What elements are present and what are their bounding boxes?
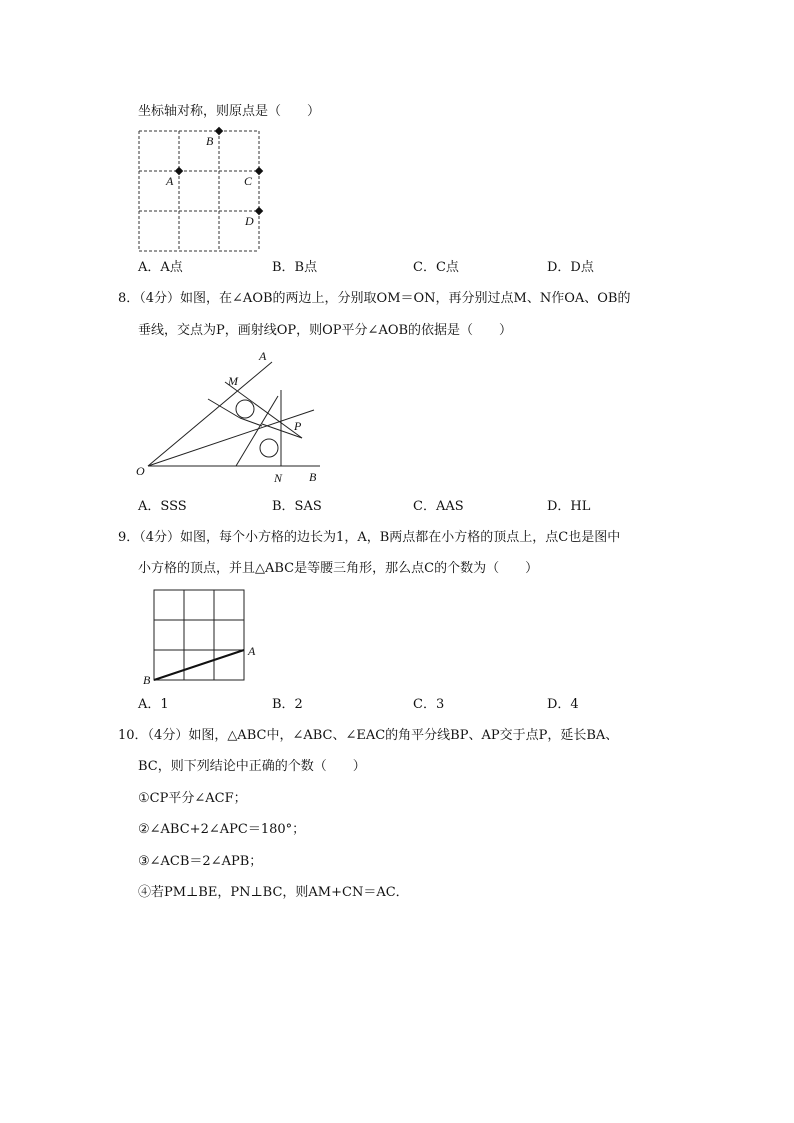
q10-item-2: ②∠ABC+2∠APC＝180°； <box>138 822 306 837</box>
q8-stem-line2: 垂线，交点为P，画射线OP，则OP平分∠AOB的依据是（ ） <box>138 323 513 338</box>
q8-option-d[interactable]: D．HL <box>547 499 591 514</box>
q8-option-b[interactable]: B．SAS <box>272 499 322 514</box>
q8-option-c[interactable]: C．AAS <box>413 499 464 514</box>
q7-option-d[interactable]: D．D点 <box>547 260 594 275</box>
q9-segment-ab <box>154 650 244 680</box>
q8-label-o: O <box>136 464 145 478</box>
q7-grid-figure <box>132 124 272 254</box>
q7-point-a <box>175 167 183 175</box>
q7-option-c[interactable]: C．C点 <box>413 260 459 275</box>
q8-label-b: B <box>309 470 317 484</box>
q9-stem-line2: 小方格的顶点，并且△ABC是等腰三角形，那么点C的个数为（ ） <box>138 561 539 576</box>
q7-option-b[interactable]: B．B点 <box>272 260 318 275</box>
q10-item-3: ③∠ACB＝2∠APB； <box>138 854 263 869</box>
q8-ray-op <box>148 410 314 466</box>
q8-circle-lower <box>260 439 278 457</box>
q8-option-a[interactable]: A．SSS <box>138 499 187 514</box>
q7-point-b <box>215 127 223 135</box>
q8-label-a: A <box>259 349 267 363</box>
q7-point-d <box>255 207 263 215</box>
q8-set-square-2-hyp <box>236 396 278 466</box>
q9-grid-border <box>154 590 244 680</box>
q10-stem-line2: BC，则下列结论中正确的个数（ ） <box>138 759 366 774</box>
q10-item-4: ④若PM⊥BE，PN⊥BC，则AM+CN＝AC． <box>138 885 409 900</box>
q10-item-1: ①CP平分∠ACF； <box>138 791 247 806</box>
q8-set-square-1-side <box>240 418 262 426</box>
q8-stem-line1: 8．（4分）如图，在∠AOB的两边上，分别取OM＝ON，再分别过点M、N作OA、OB的 <box>118 291 631 306</box>
q9-option-a[interactable]: A．1 <box>138 697 169 712</box>
q7-label-c: C <box>244 174 253 188</box>
q7-stem-tail: 坐标轴对称，则原点是（ ） <box>138 104 321 119</box>
q7-label-a: A <box>166 174 174 188</box>
q10-stem-line1: 10．（4分）如图，△ABC中，∠ABC、∠EAC的角平分线BP、AP交于点P，延长BA、 <box>118 728 619 743</box>
q8-circle-upper <box>236 400 254 418</box>
q8-label-p: P <box>294 419 302 433</box>
q9-stem-line1: 9．（4分）如图，每个小方格的边长为1，A，B两点都在小方格的顶点上，点C也是图中 <box>118 530 621 545</box>
q7-label-d: D <box>245 214 254 228</box>
q9-option-c[interactable]: C．3 <box>413 697 445 712</box>
q9-grid-figure <box>140 585 270 685</box>
q9-option-d[interactable]: D．4 <box>547 697 579 712</box>
q9-label-a: A <box>248 644 256 658</box>
q8-label-n: N <box>274 471 283 485</box>
q9-label-b: B <box>143 673 151 687</box>
q7-label-b: B <box>206 134 214 148</box>
q9-option-b[interactable]: B．2 <box>272 697 303 712</box>
q8-label-m: M <box>228 374 238 388</box>
q7-option-a[interactable]: A．A点 <box>138 260 183 275</box>
q8-ray-oa <box>148 362 272 466</box>
q8-angle-figure <box>132 348 332 488</box>
q7-point-c <box>255 167 263 175</box>
